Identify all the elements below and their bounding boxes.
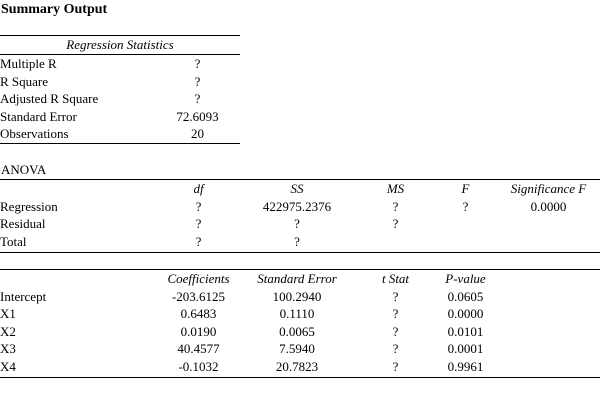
cell bbox=[357, 233, 434, 251]
cell: ? bbox=[462, 198, 469, 214]
column-header: t Stat bbox=[381, 271, 410, 286]
table-row bbox=[0, 323, 600, 341]
regression-statistics-table bbox=[0, 55, 240, 143]
stat-value: ? bbox=[194, 73, 201, 89]
cell: 0.9961 bbox=[447, 358, 484, 374]
row-label: Intercept bbox=[0, 288, 47, 304]
table-row bbox=[0, 125, 240, 143]
anova-bottom-rule bbox=[0, 252, 600, 253]
cell: ? bbox=[392, 288, 399, 304]
cell: 40.4577 bbox=[177, 341, 220, 356]
cell: 0.0000 bbox=[530, 198, 567, 214]
column-header: MS bbox=[386, 181, 405, 196]
column-header: Coefficients bbox=[167, 271, 230, 286]
cell: 422975.2376 bbox=[262, 198, 332, 214]
table-row bbox=[0, 215, 600, 233]
cell: ? bbox=[392, 216, 399, 231]
cell: ? bbox=[294, 216, 300, 231]
table-row bbox=[0, 358, 600, 376]
row-label: Regression bbox=[0, 198, 58, 214]
cell: ? bbox=[294, 233, 300, 249]
stat-value: ? bbox=[194, 56, 201, 71]
cell: 20.7823 bbox=[275, 358, 319, 374]
table-row bbox=[0, 90, 240, 108]
stat-label: Multiple R bbox=[0, 56, 57, 71]
stat-label: Standard Error bbox=[0, 108, 77, 124]
bottom-rule bbox=[0, 143, 240, 144]
row-label: Total bbox=[0, 233, 27, 249]
table-row bbox=[0, 55, 240, 73]
anova-table bbox=[0, 180, 600, 250]
cell: 0.6483 bbox=[180, 306, 217, 321]
stat-label: Observations bbox=[0, 126, 69, 141]
stat-value: 20 bbox=[191, 126, 204, 141]
cell: 0.0000 bbox=[447, 306, 484, 321]
cell: 0.0101 bbox=[447, 323, 484, 339]
anova-label: ANOVA bbox=[1, 162, 47, 177]
table-row bbox=[0, 198, 600, 216]
table-row bbox=[0, 288, 600, 306]
cell: ? bbox=[195, 233, 202, 249]
row-label: Residual bbox=[0, 216, 46, 231]
row-label: X1 bbox=[0, 306, 16, 321]
cell: 100.2940 bbox=[272, 288, 322, 304]
cell bbox=[434, 233, 497, 251]
cell: ? bbox=[392, 323, 399, 339]
column-header: Significance F bbox=[510, 181, 587, 196]
row-label: X2 bbox=[0, 323, 16, 339]
table-row bbox=[0, 233, 600, 251]
table-row bbox=[0, 108, 240, 126]
cell: ? bbox=[195, 198, 202, 214]
cell bbox=[497, 215, 600, 233]
stat-label: R Square bbox=[0, 73, 49, 89]
top-rule bbox=[0, 35, 240, 36]
cell: ? bbox=[392, 341, 399, 356]
cell bbox=[497, 233, 600, 251]
row-label: X4 bbox=[0, 358, 16, 374]
regression-statistics-header: Regression Statistics bbox=[66, 37, 174, 52]
cell: ? bbox=[392, 306, 399, 321]
cell: -203.6125 bbox=[171, 288, 226, 304]
cell: -0.1032 bbox=[178, 358, 219, 374]
coefficients-table bbox=[0, 270, 600, 375]
table-header-row bbox=[0, 180, 600, 198]
table-row bbox=[0, 305, 600, 323]
cell: 0.1110 bbox=[279, 306, 315, 321]
table-row bbox=[0, 340, 600, 358]
stat-label: Adjusted R Square bbox=[0, 91, 99, 106]
cell: 7.5940 bbox=[279, 341, 315, 356]
row-label: X3 bbox=[0, 341, 16, 356]
cell: 0.0605 bbox=[447, 288, 484, 304]
column-header: P-value bbox=[445, 271, 486, 286]
cell: 0.0190 bbox=[180, 323, 217, 339]
cell: ? bbox=[392, 358, 399, 374]
column-header: F bbox=[461, 181, 470, 196]
coef-bottom-rule bbox=[0, 377, 600, 378]
column-header: SS bbox=[290, 181, 304, 196]
cell bbox=[434, 215, 497, 233]
cell: ? bbox=[392, 198, 399, 214]
column-header: Standard Error bbox=[257, 271, 337, 286]
page-title: Summary Output bbox=[1, 2, 108, 17]
stat-value: ? bbox=[194, 91, 201, 106]
cell: ? bbox=[195, 216, 202, 231]
cell: 0.0001 bbox=[447, 341, 484, 356]
table-row bbox=[0, 73, 240, 91]
column-header: df bbox=[193, 181, 204, 196]
table-header-row bbox=[0, 270, 600, 288]
cell: 0.0065 bbox=[279, 323, 315, 339]
stat-value: 72.6093 bbox=[176, 108, 219, 124]
